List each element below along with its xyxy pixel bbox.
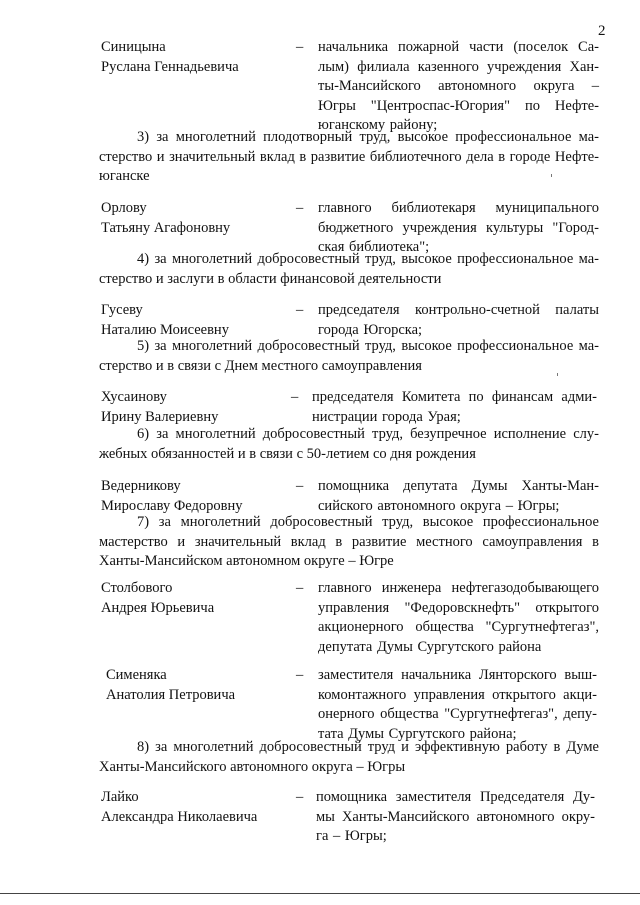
recipient-name xyxy=(101,788,257,827)
paragraph-line: 8) за многолетний добросовестный труд и эффективную работу в Думе xyxy=(137,739,599,755)
recipient-position xyxy=(318,666,597,744)
paragraph-line: стерство и значительный вклад в развитие библиотечного дела в городе Нефте- xyxy=(99,148,599,165)
paragraph-line: 5) за многолетний добросовестный труд, высокое профессиональное ма- xyxy=(137,338,599,354)
award-category-paragraph xyxy=(99,425,599,464)
position-line: комонтажного управления открытого акци- xyxy=(318,686,597,703)
recipient-name-line: Хусаинову xyxy=(101,389,167,405)
dash-separator: – xyxy=(296,200,304,216)
position-line: помощника заместителя Председателя Ду- xyxy=(316,789,595,805)
position-line: председателя Комитета по финансам адми- xyxy=(312,389,597,405)
paragraph-line: 3) за многолетний плодотворный труд, высокое профессиональное ма- xyxy=(137,129,599,145)
footer-rule xyxy=(0,893,640,894)
award-category-paragraph xyxy=(99,513,599,572)
recipient-position xyxy=(318,477,599,516)
position-line: помощника депутата Думы Ханты-Ман- xyxy=(318,478,599,494)
paragraph-line: Ханты-Мансийского автономного округа – Югры xyxy=(99,758,406,775)
award-category-paragraph xyxy=(99,250,599,289)
recipient-position xyxy=(318,38,599,136)
recipient-name-line: Руслана Геннадьевича xyxy=(101,58,239,75)
position-line: города Югорска; xyxy=(318,321,423,338)
position-line: га – Югры; xyxy=(316,828,387,844)
dash-separator: – xyxy=(296,478,304,494)
position-line: сийского автономного округа – Югры; xyxy=(318,497,560,514)
recipient-name-line: Орлову xyxy=(101,200,147,216)
position-line: начальника пожарной части (поселок Са- xyxy=(318,39,599,55)
recipient-name xyxy=(101,579,214,618)
position-line: бюджетного учреждения культуры "Город- xyxy=(318,219,599,236)
recipient-name-line: Лайко xyxy=(101,789,139,805)
position-line: нистрации города Урая; xyxy=(312,408,461,425)
recipient-name xyxy=(101,477,243,516)
position-line: тата Думы Сургутского района; xyxy=(318,725,517,742)
paragraph-line: стерство и заслуги в области финансовой деятельности xyxy=(99,270,442,287)
paragraph-line: стерство и в связи с Днем местного самоуправления xyxy=(99,357,422,374)
scan-speck xyxy=(557,373,558,376)
paragraph-line: 6) за многолетний добросовестный труд, безупречное исполнение слу- xyxy=(137,426,599,442)
position-line: лым) филиала казенного учреждения Хан- xyxy=(318,58,599,75)
dash-separator: – xyxy=(296,39,304,55)
dash-separator: – xyxy=(296,580,304,596)
recipient-name-line: Александра Николаевича xyxy=(101,808,258,825)
recipient-position xyxy=(316,788,595,847)
dash-separator: – xyxy=(296,667,304,683)
award-category-paragraph xyxy=(99,738,599,777)
position-line: ты-Мансийского автономного округа – xyxy=(318,78,599,94)
paragraph-line: 4) за многолетний добросовестный труд, высокое профессиональное ма- xyxy=(137,251,599,267)
recipient-position xyxy=(318,579,599,657)
recipient-position xyxy=(318,301,599,340)
recipient-name-line: Сименяка xyxy=(106,667,167,683)
award-category-paragraph xyxy=(99,128,599,187)
recipient-name-line: Столбового xyxy=(101,580,173,596)
position-line: депутата Думы Сургутского района xyxy=(318,638,542,655)
position-line: управления "Федоровскнефть" открытого xyxy=(318,599,599,616)
recipient-name xyxy=(101,388,218,427)
position-line: главного инженера нефтегазодобывающего xyxy=(318,580,599,596)
dash-separator: – xyxy=(296,789,304,805)
recipient-name-line: Анатолия Петровича xyxy=(106,686,236,703)
position-line: главного библиотекаря муниципального xyxy=(318,200,599,216)
recipient-name xyxy=(101,38,239,77)
recipient-name-line: Синицына xyxy=(101,39,166,55)
dash-separator: – xyxy=(296,302,304,318)
position-line: онерного общества "Сургутнефтегаз", депу- xyxy=(318,706,597,722)
recipient-name-line: Татьяну Агафоновну xyxy=(101,219,231,236)
paragraph-line: мастерство и значительный вклад в развитие местного самоуправления в xyxy=(99,533,599,550)
position-line: заместителя начальника Лянторского выш- xyxy=(318,667,597,683)
recipient-name-line: Гусеву xyxy=(101,302,143,318)
recipient-name-line: Наталию Моисеевну xyxy=(101,321,229,338)
position-line: юганскому району; xyxy=(318,117,438,133)
recipient-name xyxy=(101,199,230,238)
scan-speck xyxy=(551,174,552,177)
position-line: мы Ханты-Мансийского автономного окру- xyxy=(316,808,595,825)
recipient-position xyxy=(318,199,599,258)
page-number: 2 xyxy=(598,23,606,39)
position-line: ская библиотека"; xyxy=(318,239,430,255)
paragraph-line: Ханты-Мансийском автономном округе – Югре xyxy=(99,553,394,569)
recipient-name-line: Ирину Валериевну xyxy=(101,408,219,425)
position-line: председателя контрольно-счетной палаты xyxy=(318,302,599,318)
recipient-name-line: Мирославу Федоровну xyxy=(101,497,243,514)
paragraph-line: жебных обязанностей и в связи с 50-летием со дня рождения xyxy=(99,445,476,462)
award-category-paragraph xyxy=(99,337,599,376)
recipient-position xyxy=(312,388,597,427)
paragraph-line: 7) за многолетний добросовестный труд, высокое профессиональное xyxy=(137,514,599,530)
recipient-name xyxy=(101,301,229,340)
position-line: Югры "Центроспас-Югория" по Нефте- xyxy=(318,97,599,114)
recipient-name-line: Андрея Юрьевича xyxy=(101,599,215,616)
paragraph-line: юганске xyxy=(99,168,150,184)
dash-separator: – xyxy=(291,389,299,405)
recipient-name xyxy=(106,666,235,705)
recipient-name-line: Ведерникову xyxy=(101,478,181,494)
position-line: акционерного общества "Сургутнефтегаз", xyxy=(318,619,599,635)
